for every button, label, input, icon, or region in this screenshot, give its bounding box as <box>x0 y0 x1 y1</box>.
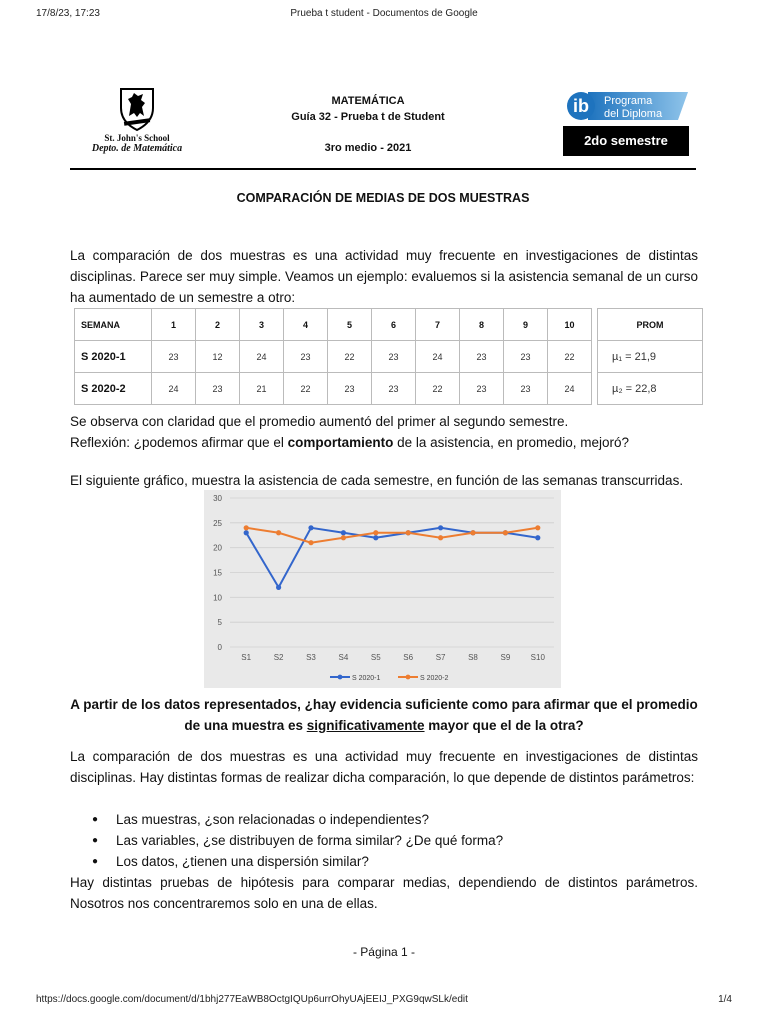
question-suffix: mayor que el de la otra? <box>424 718 584 733</box>
legend-label: S 2020-2 <box>420 675 449 682</box>
reflection-line <box>70 432 698 453</box>
legend-marker <box>406 675 411 680</box>
table-row <box>75 373 703 405</box>
row-label: S 2020-1 <box>75 341 152 373</box>
ib-letter: ib <box>573 96 589 116</box>
table-cell: 22 <box>416 373 460 405</box>
y-tick-label: 15 <box>213 568 222 578</box>
table-cell: 23 <box>504 341 548 373</box>
data-point <box>406 530 411 535</box>
row-label: S 2020-2 <box>75 373 152 405</box>
data-point <box>341 535 346 540</box>
ib-line1: Programa <box>604 95 653 107</box>
legend-marker <box>338 675 343 680</box>
second-paragraph: La comparación de dos muestras es una actividad muy frecuente en investigaciones de distintas disciplinas. Hay distintas formas de realizar dicha comparación, lo que depende de distintos parámetros: <box>70 749 698 785</box>
table-cell: 24 <box>548 373 592 405</box>
print-footer <box>36 994 732 1010</box>
reflection-suffix: de la asistencia, en promedio, mejoró? <box>393 435 630 450</box>
x-tick-label: S8 <box>468 653 478 662</box>
legend-label: S 2020-1 <box>352 675 381 682</box>
y-tick-label: 25 <box>213 518 222 528</box>
data-point <box>308 525 313 530</box>
data-point <box>535 535 540 540</box>
week-header: 7 <box>416 309 460 341</box>
table-cell: 22 <box>328 341 372 373</box>
y-tick-label: 10 <box>213 593 222 603</box>
week-header: 10 <box>548 309 592 341</box>
question-line-2 <box>70 715 698 736</box>
y-tick-label: 20 <box>213 543 222 553</box>
observation-line: Se observa con claridad que el promedio aumentó del primer al segundo semestre. <box>70 414 569 429</box>
x-tick-label: S6 <box>403 653 414 662</box>
question-line-1: A partir de los datos representados, ¿hay evidencia suficiente como para afirmar que el promedio <box>70 697 698 712</box>
list-item: ● Las variables, ¿se distribuyen de forma similar? ¿De qué forma? <box>92 830 503 851</box>
week-header: 1 <box>152 309 196 341</box>
week-header: 2 <box>196 309 240 341</box>
table-cell: 12 <box>196 341 240 373</box>
table-cell: 23 <box>196 373 240 405</box>
table-cell: 23 <box>328 373 372 405</box>
data-point <box>244 530 249 535</box>
prom-header: PROM <box>598 309 703 341</box>
table-cell: 23 <box>284 341 328 373</box>
table-corner: SEMANA <box>75 309 152 341</box>
header-divider <box>70 168 696 170</box>
week-header: 5 <box>328 309 372 341</box>
table-header-row <box>75 309 703 341</box>
data-point <box>276 530 281 535</box>
school-name: St. John's School <box>104 133 170 143</box>
x-tick-label: S5 <box>370 653 381 662</box>
reflection-bold: comportamiento <box>287 435 394 450</box>
table-cell: 23 <box>372 373 416 405</box>
school-crest-icon <box>117 86 157 132</box>
data-point <box>503 530 508 535</box>
table-cell: 22 <box>284 373 328 405</box>
list-item: ● Los datos, ¿tienen una dispersión similar? <box>92 851 503 872</box>
week-header: 3 <box>240 309 284 341</box>
table-cell: 24 <box>416 341 460 373</box>
x-tick-label: S7 <box>435 653 446 662</box>
parameters-list <box>92 809 503 872</box>
data-point <box>341 530 346 535</box>
graph-intro: El siguiente gráfico, muestra la asistencia de cada semestre, en función de las semanas transcurridas. <box>70 473 684 488</box>
print-datetime: 17/8/23, 17:23 <box>36 8 100 19</box>
table-cell: 23 <box>372 341 416 373</box>
subject-title: MATEMÁTICA <box>331 95 405 107</box>
section-title: COMPARACIÓN DE MEDIAS DE DOS MUESTRAS <box>236 191 530 205</box>
data-point <box>470 530 475 535</box>
grade-year: 3ro medio - 2021 <box>324 142 412 154</box>
y-tick-label: 30 <box>213 494 222 503</box>
data-point <box>276 585 281 590</box>
table-cell: 22 <box>548 341 592 373</box>
table-cell: 23 <box>504 373 548 405</box>
x-tick-label: S3 <box>306 653 316 662</box>
question-prefix: de una muestra es <box>184 718 307 733</box>
data-point <box>308 540 313 545</box>
department-name: Depto. de Matemática <box>91 143 183 154</box>
x-tick-label: S9 <box>500 653 511 662</box>
table-cell: 23 <box>460 373 504 405</box>
ib-line2: del Diploma <box>604 108 663 120</box>
reflection-prefix: Reflexión: ¿podemos afirmar que el <box>70 435 288 450</box>
attendance-line-chart <box>204 490 561 688</box>
attendance-table <box>74 308 703 405</box>
print-header <box>36 8 732 24</box>
page-number: - Página 1 - <box>352 945 416 959</box>
prom-value: µ₂ = 22,8 <box>598 373 703 405</box>
data-point <box>438 535 443 540</box>
y-tick-label: 0 <box>217 643 222 652</box>
document-title-block <box>240 93 496 156</box>
question-underlined: significativamente <box>306 718 425 733</box>
data-point <box>373 530 378 535</box>
week-header: 6 <box>372 309 416 341</box>
intro-paragraph: La comparación de dos muestras es una actividad muy frecuente en investigaciones de distintas disciplinas. Parece ser muy simple. Veamos un ejemplo: evaluemos si la asistencia semanal de un curso ha aumentado de un semestre a otro: <box>70 248 698 305</box>
list-item: ● Las muestras, ¿son relacionadas o independientes? <box>92 809 503 830</box>
print-doc-title: Prueba t student - Documentos de Google <box>290 8 478 19</box>
data-point <box>535 525 540 530</box>
x-tick-label: S4 <box>338 653 349 662</box>
week-header: 8 <box>460 309 504 341</box>
table-cell: 21 <box>240 373 284 405</box>
week-header: 9 <box>504 309 548 341</box>
table-cell: 23 <box>460 341 504 373</box>
key-question <box>70 694 698 736</box>
data-point <box>438 525 443 530</box>
data-point <box>244 525 249 530</box>
prom-value: µ₁ = 21,9 <box>598 341 703 373</box>
x-tick-label: S10 <box>530 653 545 662</box>
y-tick-label: 5 <box>217 618 222 628</box>
table-cell: 24 <box>152 373 196 405</box>
table-cell: 23 <box>152 341 196 373</box>
guide-title: Guía 32 - Prueba t de Student <box>291 111 445 123</box>
x-tick-label: S2 <box>273 653 284 662</box>
print-page-count: 1/4 <box>718 994 732 1005</box>
closing-paragraph: Hay distintas pruebas de hipótesis para comparar medias, dependiendo de distintos parámetros. Nosotros nos concentraremos solo en una de ellas. <box>70 875 698 911</box>
table-row <box>75 341 703 373</box>
week-header: 4 <box>284 309 328 341</box>
school-logo <box>78 86 196 160</box>
print-url: https://docs.google.com/document/d/1bhj277EaWB8OctgIQUp6urrOhyUAjEEIJ_PXG9qwSLk/edit <box>36 994 468 1005</box>
table-cell: 24 <box>240 341 284 373</box>
semester-badge: 2do semestre <box>563 126 689 156</box>
x-tick-label: S1 <box>241 653 252 662</box>
data-point <box>373 535 378 540</box>
ib-diploma-logo <box>566 89 688 123</box>
